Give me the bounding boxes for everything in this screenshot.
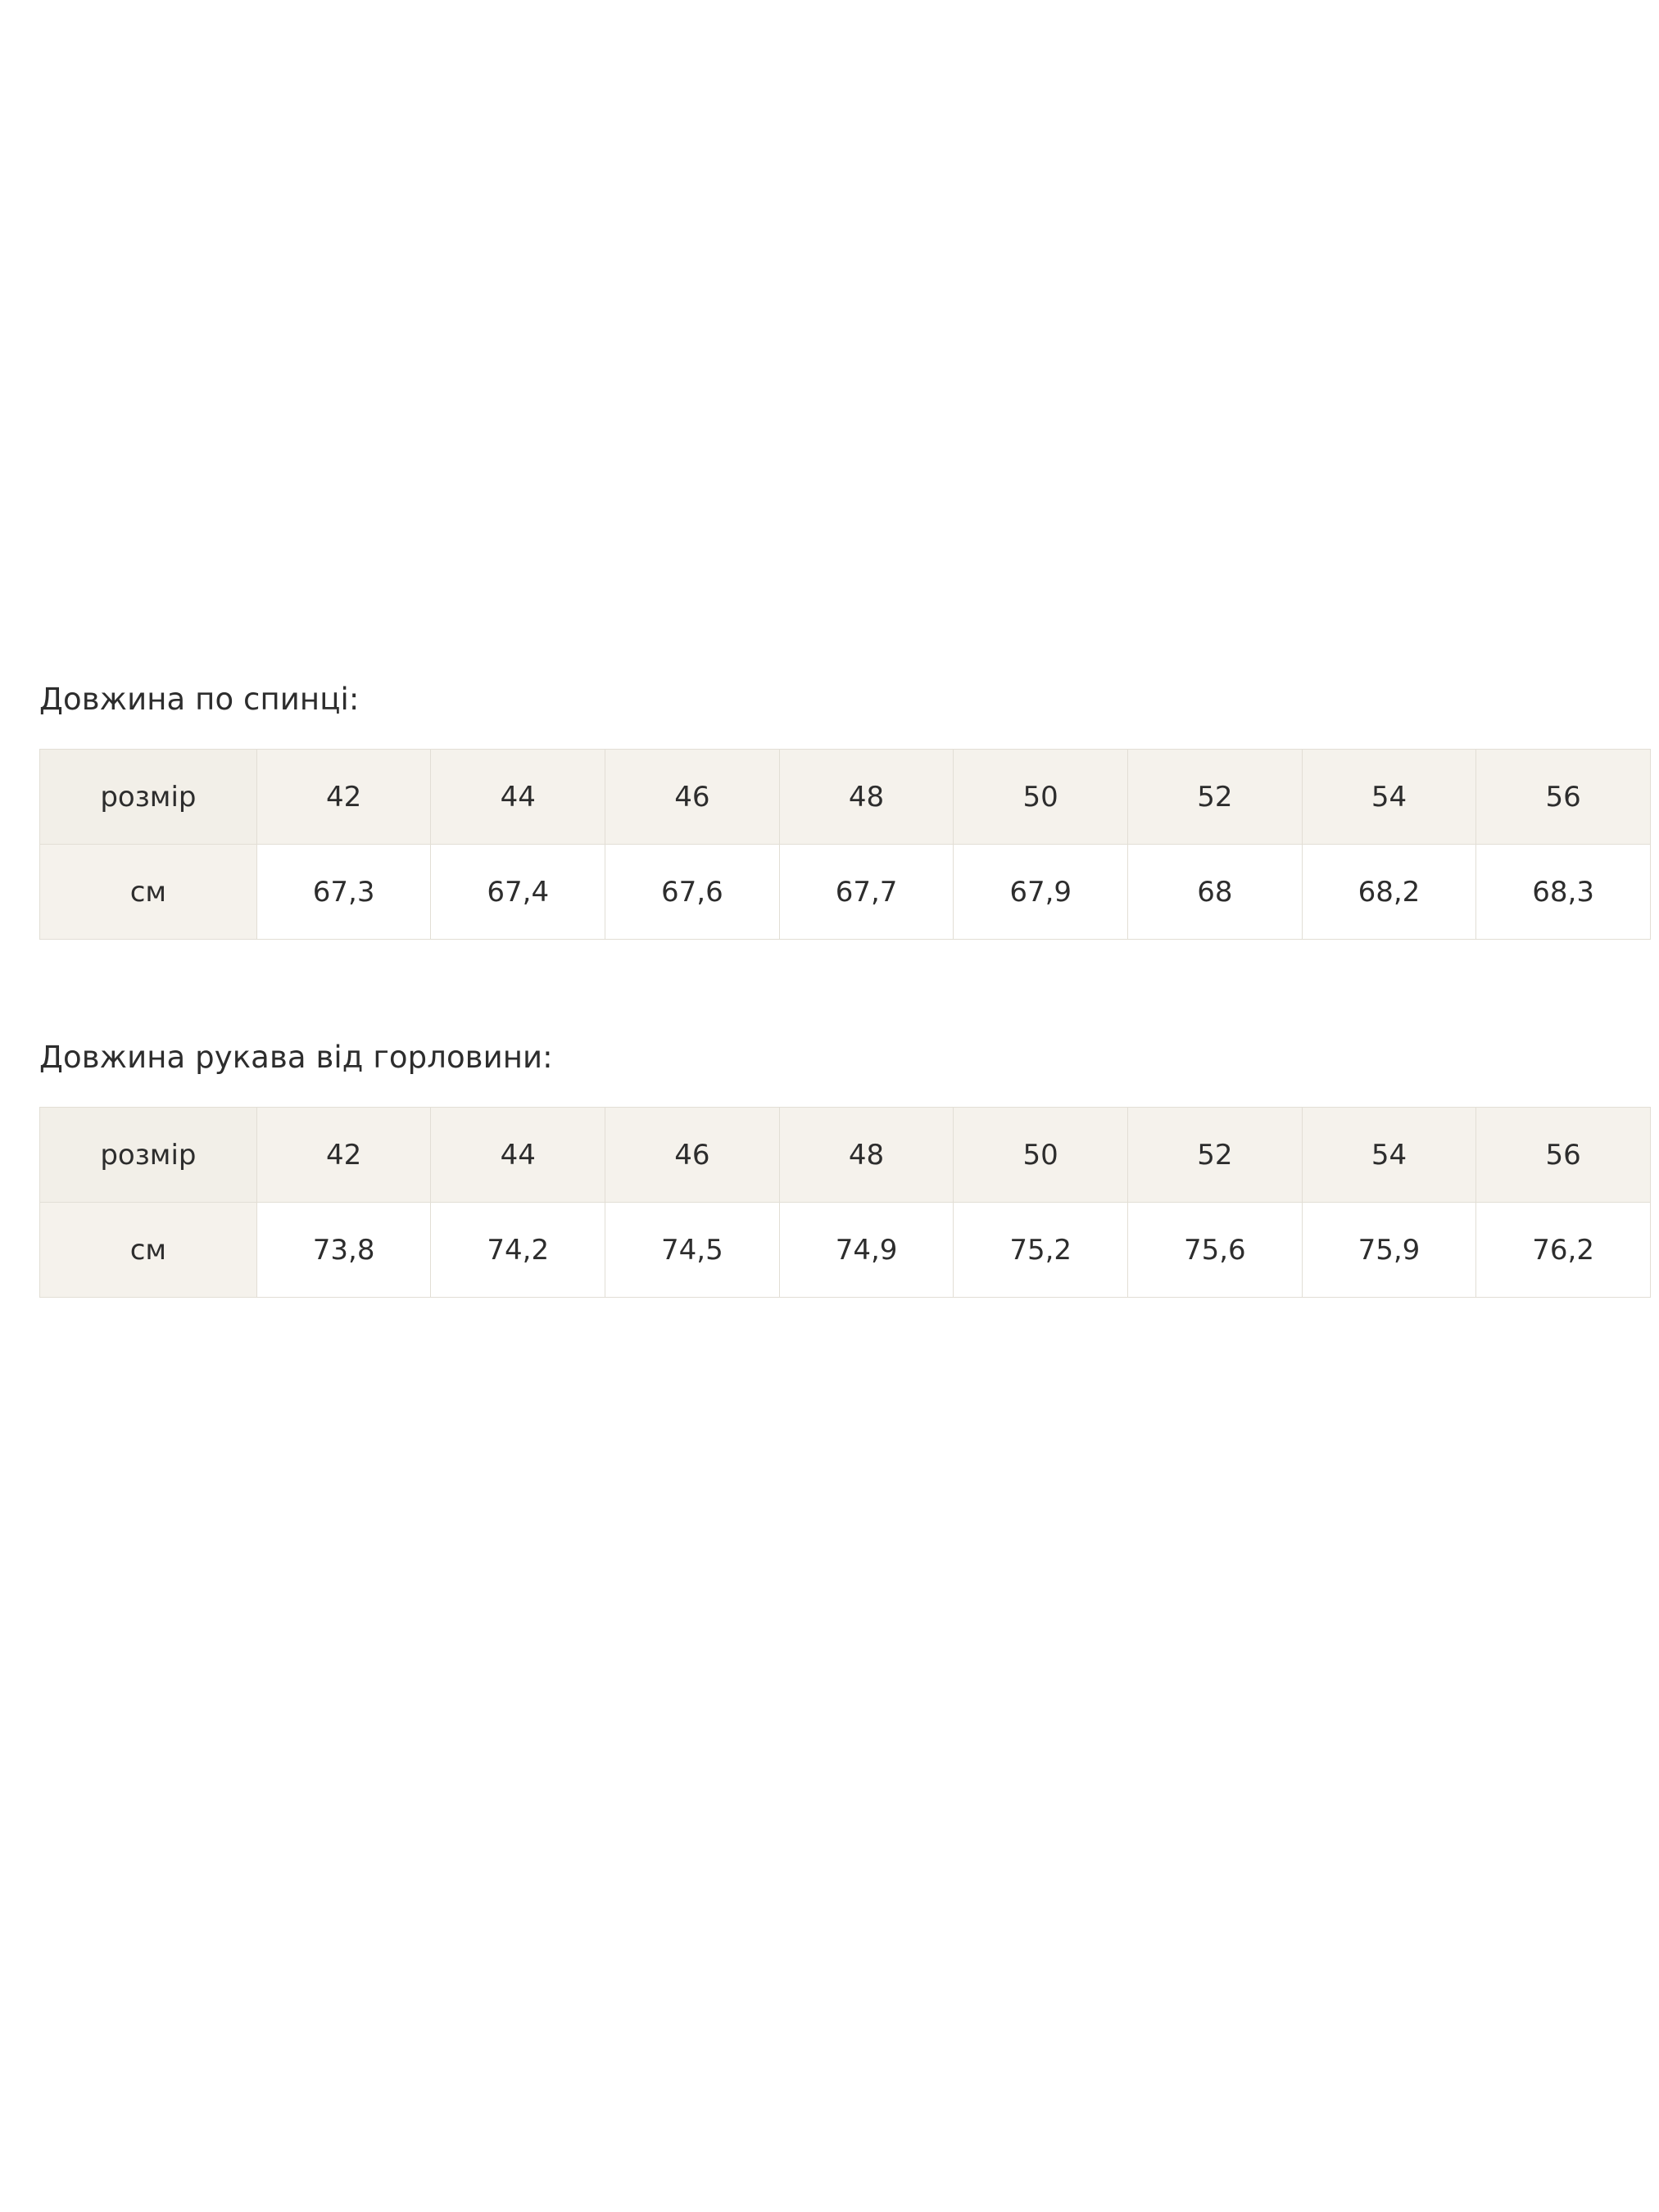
- table-cell-header-label: розмір: [40, 1108, 257, 1203]
- table-cell-value: 75,2: [954, 1203, 1128, 1298]
- table-row-header: [40, 750, 1651, 845]
- size-section-back-length: [39, 680, 1620, 940]
- table-row-header: [40, 1108, 1651, 1203]
- size-section-sleeve-length: [39, 1038, 1620, 1298]
- table-cell-header-size: 48: [779, 750, 954, 845]
- table-cell-value: 74,2: [431, 1203, 605, 1298]
- table-cell-value: 74,9: [779, 1203, 954, 1298]
- table-cell-header-size: 42: [256, 1108, 431, 1203]
- table-cell-header-size: 56: [1476, 750, 1651, 845]
- table-cell-header-size: 44: [431, 1108, 605, 1203]
- table-cell-value: 74,5: [605, 1203, 780, 1298]
- table-row-values: [40, 1203, 1651, 1298]
- table-cell-value: 68,3: [1476, 845, 1651, 940]
- table-cell-value: 67,6: [605, 845, 780, 940]
- table-cell-value: 68,2: [1302, 845, 1476, 940]
- table-cell-header-size: 46: [605, 750, 780, 845]
- table-cell-header-size: 54: [1302, 750, 1476, 845]
- table-cell-header-size: 54: [1302, 1108, 1476, 1203]
- table-cell-unit-label: см: [40, 845, 257, 940]
- table-cell-value: 73,8: [256, 1203, 431, 1298]
- table-cell-header-size: 44: [431, 750, 605, 845]
- table-cell-unit-label: см: [40, 1203, 257, 1298]
- table-cell-value: 75,9: [1302, 1203, 1476, 1298]
- table-cell-value: 67,4: [431, 845, 605, 940]
- table-cell-value: 67,9: [954, 845, 1128, 940]
- section-title-sleeve-length: Довжина рукава від горловини:: [39, 1040, 553, 1076]
- table-cell-header-size: 52: [1128, 1108, 1303, 1203]
- table-row-values: [40, 845, 1651, 940]
- table-cell-header-size: 42: [256, 750, 431, 845]
- table-cell-value: 67,3: [256, 845, 431, 940]
- table-cell-header-size: 48: [779, 1108, 954, 1203]
- table-cell-value: 75,6: [1128, 1203, 1303, 1298]
- table-cell-value: 67,7: [779, 845, 954, 940]
- table-cell-header-size: 52: [1128, 750, 1303, 845]
- table-cell-value: 76,2: [1476, 1203, 1651, 1298]
- table-cell-header-size: 56: [1476, 1108, 1651, 1203]
- table-cell-header-label: розмір: [40, 750, 257, 845]
- table-cell-header-size: 50: [954, 750, 1128, 845]
- size-table-sleeve-length: [39, 1107, 1651, 1298]
- table-cell-header-size: 46: [605, 1108, 780, 1203]
- section-title-back-length: Довжина по спинці:: [39, 682, 360, 717]
- size-table-back-length: [39, 749, 1651, 940]
- table-cell-header-size: 50: [954, 1108, 1128, 1203]
- table-cell-value: 68: [1128, 845, 1303, 940]
- size-charts-container: [39, 680, 1620, 1396]
